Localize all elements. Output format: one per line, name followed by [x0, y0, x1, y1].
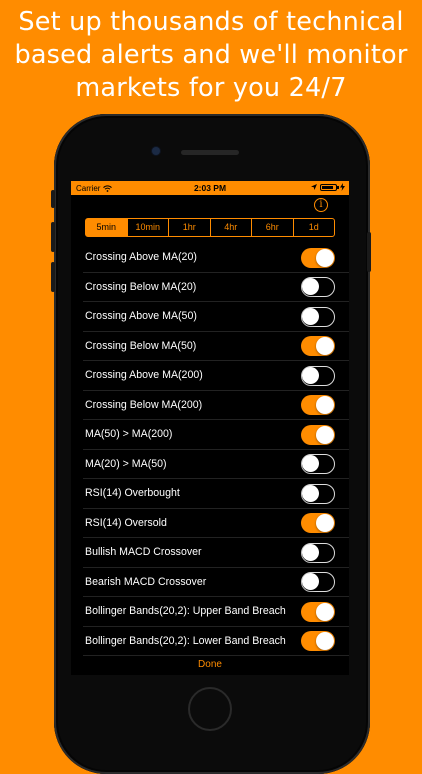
toggle-knob: [316, 249, 334, 267]
alert-label: Bearish MACD Crossover: [85, 575, 207, 588]
alert-toggle-switch[interactable]: [301, 277, 335, 297]
earpiece-speaker: [181, 150, 239, 155]
alert-row: [83, 597, 349, 627]
timeframe-segment-1d[interactable]: 1d: [293, 219, 335, 236]
alert-toggle-switch[interactable]: [301, 572, 335, 592]
alert-row: [83, 568, 349, 598]
alert-toggle-switch[interactable]: [301, 602, 335, 622]
done-button[interactable]: Done: [198, 659, 222, 670]
battery-level-fill: [322, 186, 333, 189]
alert-label: Crossing Above MA(20): [85, 251, 197, 263]
alert-row: [83, 538, 349, 568]
alert-row: [83, 361, 349, 391]
alert-label: RSI(14) Overbought: [85, 487, 180, 499]
alert-toggle-switch[interactable]: [301, 425, 335, 445]
alert-row: [83, 332, 349, 362]
alert-label: RSI(14) Oversold: [85, 516, 167, 529]
alert-row: [83, 243, 349, 273]
headline-line-3: markets for you 24/7: [75, 73, 347, 103]
alert-label: Bollinger Bands(20,2): Lower Band Breach: [85, 634, 286, 647]
alert-row: [83, 420, 349, 450]
toggle-knob: [316, 426, 334, 444]
alert-label: Crossing Above MA(50): [85, 310, 197, 322]
carrier-label: Carrier: [76, 184, 101, 193]
alert-toggle-switch[interactable]: [301, 454, 335, 474]
front-camera-icon: [152, 147, 160, 155]
timeframe-segmented-control: [85, 218, 335, 237]
timeframe-segment-10min[interactable]: 10min: [127, 219, 169, 236]
timeframe-segment-4hr[interactable]: 4hr: [210, 219, 252, 236]
timeframe-segment-6hr[interactable]: 6hr: [251, 219, 293, 236]
toggle-knob: [302, 573, 319, 590]
alert-row: [83, 302, 349, 332]
alert-row: [83, 391, 349, 421]
toggle-knob: [302, 455, 319, 472]
power-button: [367, 232, 371, 272]
toggle-knob: [302, 367, 319, 384]
status-time: 2:03 PM: [193, 183, 227, 193]
alert-row: [83, 627, 349, 657]
location-arrow-icon: [311, 184, 317, 190]
toggle-knob: [316, 396, 334, 414]
status-bar: [71, 181, 349, 195]
toggle-knob: [316, 337, 334, 355]
alert-label: Bollinger Bands(20,2): Upper Band Breach: [85, 605, 286, 617]
alert-toggle-switch[interactable]: [301, 484, 335, 504]
alert-row: [83, 509, 349, 539]
volume-down-button: [51, 262, 55, 292]
alert-toggle-switch[interactable]: [301, 307, 335, 327]
headline-line-1: Set up thousands of technical: [18, 7, 404, 37]
alert-toggle-switch[interactable]: [301, 395, 335, 415]
alert-list: [71, 243, 349, 656]
toggle-knob: [316, 514, 334, 532]
charging-bolt-icon: [340, 183, 345, 191]
headline-line-2: based alerts and we'll monitor: [14, 40, 408, 70]
volume-up-button: [51, 222, 55, 252]
toggle-knob: [316, 632, 334, 650]
toggle-knob: [316, 603, 334, 621]
alert-row: [83, 479, 349, 509]
alert-toggle-switch[interactable]: [301, 336, 335, 356]
alert-toggle-switch[interactable]: [301, 248, 335, 268]
timeframe-segment-5min[interactable]: 5min: [86, 219, 127, 236]
alert-label: Bullish MACD Crossover: [85, 546, 202, 558]
home-button[interactable]: [188, 687, 232, 731]
toggle-knob: [302, 485, 319, 502]
alert-toggle-switch[interactable]: [301, 543, 335, 563]
status-right-group: [311, 183, 345, 191]
toggle-knob: [302, 308, 319, 325]
timeframe-segment-1hr[interactable]: 1hr: [168, 219, 210, 236]
toggle-knob: [302, 278, 319, 295]
app-screen: [71, 181, 349, 675]
alert-label: Crossing Above MA(200): [85, 369, 203, 381]
alert-toggle-switch[interactable]: [301, 366, 335, 386]
promo-headline: [0, 6, 422, 105]
alert-toggle-switch[interactable]: [301, 513, 335, 533]
alert-label: Crossing Below MA(20): [85, 280, 197, 293]
alert-row: [83, 273, 349, 303]
info-icon[interactable]: i: [314, 198, 328, 212]
battery-icon: [320, 184, 337, 191]
alert-toggle-switch[interactable]: [301, 631, 335, 651]
alert-label: MA(50) > MA(200): [85, 428, 173, 440]
toggle-knob: [302, 544, 319, 561]
alert-label: Crossing Below MA(200): [85, 398, 203, 411]
alert-row: [83, 450, 349, 480]
alert-label: MA(20) > MA(50): [85, 457, 167, 470]
alert-label: Crossing Below MA(50): [85, 339, 197, 352]
mute-switch: [51, 190, 55, 208]
